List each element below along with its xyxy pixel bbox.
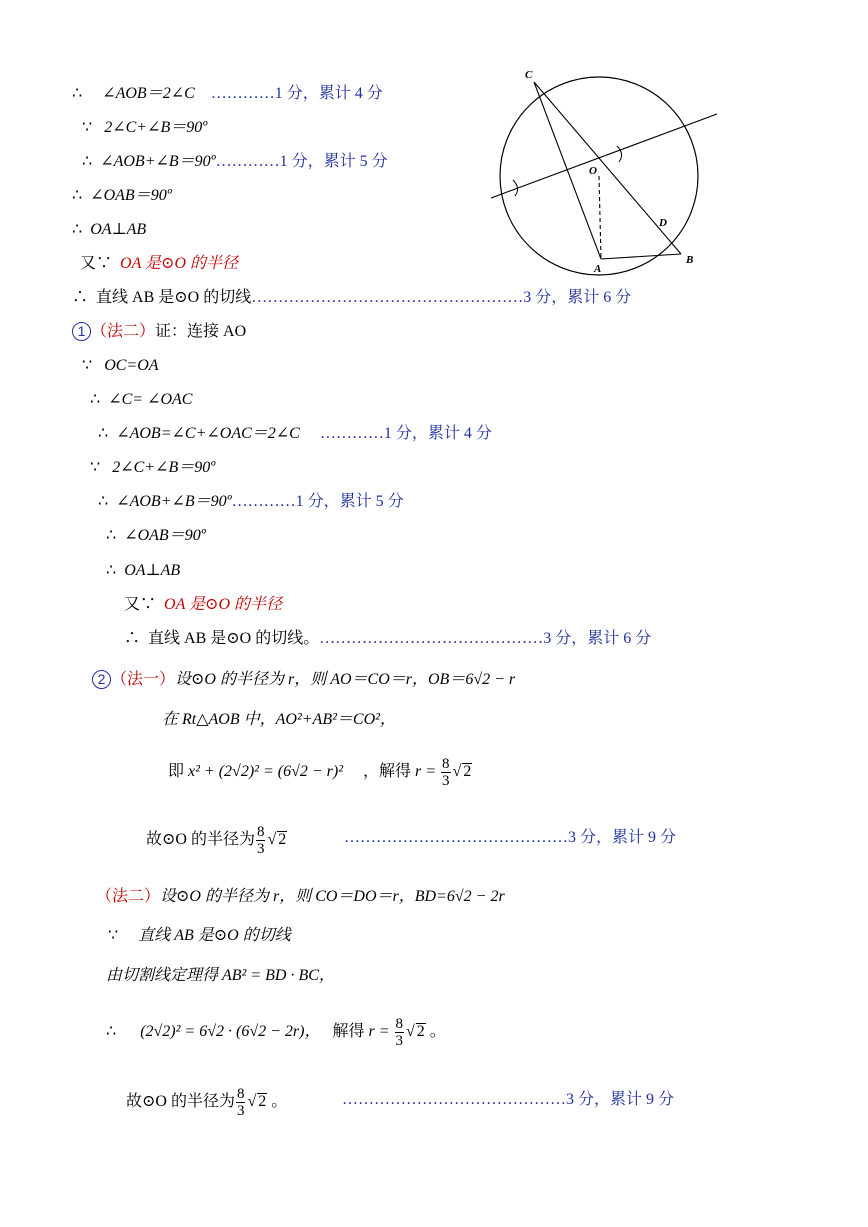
proof-line: ∴ ∠AOB=∠C+∠OAC＝2∠C …………1 分，累计 4 分 [98,425,492,442]
method-tag: （法二） [91,323,156,340]
proof-line: ∴ ∠AOB＝2∠C …………1 分，累计 4 分 [72,85,383,102]
score-note: …………1 分，累计 5 分 [231,493,404,510]
score-note: …………1 分，累计 5 分 [215,153,388,170]
label-a: A [594,263,602,275]
proof-line: ∵ 2∠C+∠B＝90º [90,459,216,476]
method-heading: 2 （法一）设⊙O 的半径为 r，则 AO＝CO＝r，OB＝6√2 − r [92,670,515,690]
proof-line: ∴ OA⊥AB [72,221,147,238]
proof-line: ∴ ∠OAB＝90º [106,527,206,544]
score-note: ……………………………………3 分，累计 9 分 [342,1091,675,1108]
fraction: $\frac{8}{3}$ [236,1085,245,1119]
label-c: C [525,69,533,81]
proof-line: ∴ OA⊥AB [106,562,181,579]
score-note: …………1 分，累计 4 分 [210,85,383,102]
geometry-diagram [485,62,725,277]
proof-line: ∵ 直线 AB 是⊙O 的切线 [108,927,291,944]
arc-mark-right [617,146,622,162]
proof-line: 又∵ OA 是⊙O 的半径 [80,255,239,272]
score-note: ……………………………………3 分，累计 6 分 [319,630,652,647]
proof-line: ∴ ∠C= ∠OAC [90,391,193,408]
score-note: …………1 分，累计 4 分 [319,425,492,442]
proof-line: ∴ 直线 AB 是⊙O 的切线。……………………………………3 分，累计 6 分 [124,630,652,647]
method-heading: （法二）设⊙O 的半径为 r，则 CO＝DO＝r，BD=6√2 − 2r [96,888,505,905]
fraction: $\frac{8}{3}$ [442,755,450,789]
proof-line: 在 Rt△AOB 中，AO²+AB²＝CO²， [162,711,396,728]
perpendicular-bisector-line [491,114,717,198]
result-line: 故⊙O 的半径为 $\frac{8}{3}$ √ 2 。 [126,1085,288,1119]
proof-line: ∵ OC=OA [82,357,159,374]
result-line: 故⊙O 的半径为 $\frac{8}{3}$ √ 2 [146,823,287,857]
proof-line: ∴ ∠AOB+∠B＝90º…………1 分，累计 5 分 [82,153,388,170]
proof-line: 又∵ OA 是⊙O 的半径 [124,596,283,613]
equation-line: 即 x² + (2√2)² = (6√2 − r)² ，解得 r = $\frac{8}{3}$ √ 2 [168,755,472,789]
proof-line: ∴ 直线 AB 是⊙O 的切线……………………………………………3 分，累计 6 分 [72,289,632,306]
label-o: O [589,165,597,177]
fraction: $\frac{8}{3}$ [395,1015,404,1049]
score-note: ……………………………………3 分，累计 9 分 [344,829,677,846]
proof-line: ∴ ∠OAB＝90º [72,187,172,204]
label-d: D [659,217,667,229]
method-tag: （法一） [111,671,176,688]
proof-line: 由切割线定理得 AB² = BD · BC， [106,967,335,984]
segment-oa-dashed [599,176,601,259]
equation-line: ∴ (2√2)² = 6√2 · (6√2 − 2r)， 解得 r = $\frac{8}{3}$ √ 2 。 [106,1015,446,1049]
label-b: B [686,254,694,266]
segment-ab [601,254,681,259]
circled-number: 1 [72,322,91,341]
proof-line: ∴ ∠AOB+∠B＝90º…………1 分，累计 5 分 [98,493,404,510]
method-heading: 1 （法二）证：连接 AO [72,322,246,342]
circled-number: 2 [92,670,111,689]
fraction: $\frac{8}{3}$ [256,823,265,857]
method-tag: （法二） [96,888,161,905]
score-note: ……………………………………………3 分，累计 6 分 [251,289,632,306]
proof-line: ∵ 2∠C+∠B＝90º [82,119,208,136]
